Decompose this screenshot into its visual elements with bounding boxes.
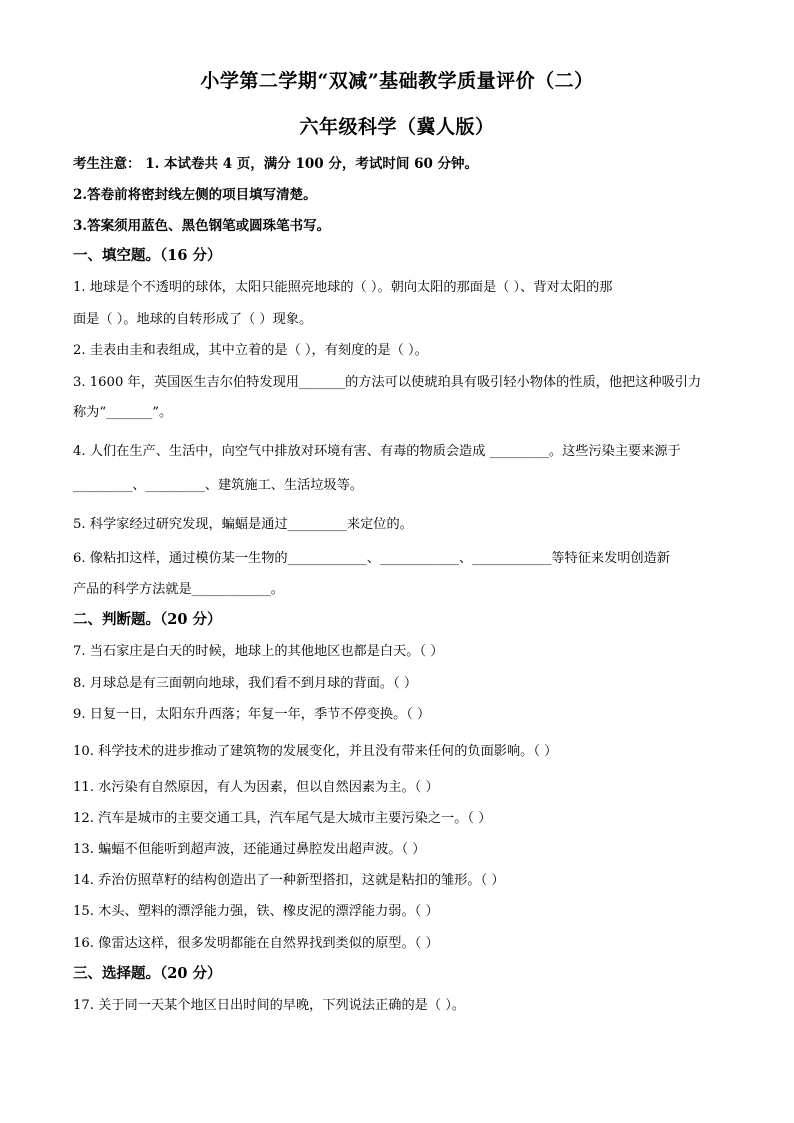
page-title: 小学第二学期“双减”基础教学质量评价（二） xyxy=(200,70,594,92)
section-heading-multiple-choice: 三、选择题。（20 分） xyxy=(73,965,222,982)
question-16: 16. 像雷达这样，很多发明都能在自然界找到类似的原型。（ ） xyxy=(73,936,439,951)
question-13: 13. 蝙蝠不但能听到超声波，还能通过鼻腔发出超声波。（ ） xyxy=(73,842,426,857)
question-6-line-2: 产品的科学方法就是____________。 xyxy=(73,582,284,597)
question-15: 15. 木头、塑料的漂浮能力强，铁、橡皮泥的漂浮能力弱。（ ） xyxy=(73,904,439,919)
question-11: 11. 水污染有自然原因，有人为因素，但以自然因素为主。（ ） xyxy=(73,780,439,795)
exam-note-3: 3.答案须用蓝色、黑色钢笔或圆珠笔书写。 xyxy=(73,218,331,234)
section-heading-true-false: 二、判断题。（20 分） xyxy=(73,611,222,628)
page-subtitle: 六年级科学（冀人版） xyxy=(299,116,495,138)
question-5: 5. 科学家经过研究发现，蝙蝠是通过_________来定位的。 xyxy=(73,517,413,532)
question-8: 8. 月球总是有三面朝向地球，我们看不到月球的背面。（ ） xyxy=(73,676,418,691)
section-heading-fill-blank: 一、填空题。（16 分） xyxy=(73,247,222,264)
question-6-line-1: 6. 像粘扣这样，通过模仿某一生物的____________、____________、____________等特征来发明创造新 xyxy=(73,551,671,566)
question-4-line-2: _________、_________、建筑施工、生活垃圾等。 xyxy=(73,478,364,493)
question-1-line-1: 1. 地球是个不透明的球体，太阳只能照亮地球的（ ）。朝向太阳的那面是（ ）、背对太阳的那 xyxy=(73,280,613,295)
question-2: 2. 圭表由圭和表组成，其中立着的是（ ），有刻度的是（ ）。 xyxy=(73,343,428,358)
question-17: 17. 关于同一天某个地区日出时间的早晚，下列说法正确的是（ ）。 xyxy=(73,998,466,1013)
question-12: 12. 汽车是城市的主要交通工具，汽车尾气是大城市主要污染之一。（ ） xyxy=(73,811,492,826)
question-9: 9. 日复一日，太阳东升西落；年复一年，季节不停变换。（ ） xyxy=(73,707,431,722)
question-3-line-2: 称为“_______”。 xyxy=(73,405,173,420)
question-3-line-1: 3. 1600 年，英国医生吉尔伯特发现用_______的方法可以使琥珀具有吸引轻小物体的性质，他把这种吸引力 xyxy=(73,375,702,390)
question-7: 7. 当石家庄是白天的时候，地球上的其他地区也都是白天。（ ） xyxy=(73,644,444,659)
question-10: 10. 科学技术的进步推动了建筑物的发展变化，并且没有带来任何的负面影响。（ ） xyxy=(73,744,558,759)
question-1-line-2: 面是（ ）。地球的自转形成了（ ）现象。 xyxy=(73,312,313,327)
question-14: 14. 乔治仿照草籽的结构创造出了一种新型搭扣，这就是粘扣的雏形。（ ） xyxy=(73,873,505,888)
exam-note-1: 考生注意： 1. 本试卷共 4 页，满分 100 分，考试时间 60 分钟。 xyxy=(73,156,479,172)
question-4-line-1: 4. 人们在生产、生活中，向空气中排放对环境有害、有毒的物质会造成 _________。这些污染主要来源于 xyxy=(73,444,681,459)
exam-note-2: 2.答卷前将密封线左侧的项目填写清楚。 xyxy=(73,187,317,203)
